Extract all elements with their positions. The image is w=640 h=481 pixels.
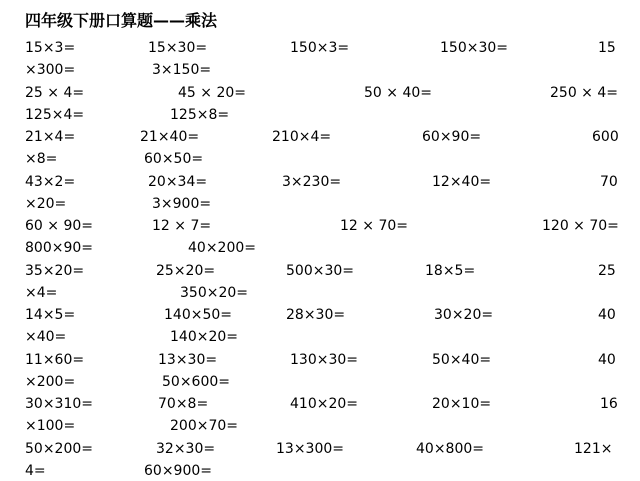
math-problem: 210×4= [272, 129, 332, 145]
math-problem: 200×70= [170, 418, 238, 434]
math-problem: 14×5= [25, 307, 76, 323]
math-problem: 121× [574, 441, 613, 457]
math-problem: 12×40= [432, 174, 492, 190]
math-problem: 3×150= [152, 62, 212, 78]
math-problem: 30×20= [434, 307, 494, 323]
math-problem: 12 × 70= [340, 218, 408, 234]
math-problem: 21×40= [140, 129, 200, 145]
math-problem: 25 [598, 263, 616, 279]
math-problem: 60 × 90= [25, 218, 93, 234]
math-problem: 20×10= [432, 396, 492, 412]
math-problem: 3×230= [282, 174, 342, 190]
math-problem: 140×50= [164, 307, 232, 323]
math-problem: 16 [600, 396, 618, 412]
math-problem: ×8= [25, 151, 58, 167]
math-problem: ×40= [25, 329, 67, 345]
math-problem: 21×4= [25, 129, 76, 145]
math-problem: 500×30= [286, 263, 354, 279]
math-problem: 600 [592, 129, 619, 145]
math-problem: 140×20= [170, 329, 238, 345]
math-problem: 40×800= [416, 441, 484, 457]
math-problem: ×4= [25, 285, 58, 301]
math-problem: 15 [598, 40, 616, 56]
math-problem: 800×90= [25, 240, 93, 256]
math-problem: ×200= [25, 374, 76, 390]
math-problem: 250 × 4= [550, 85, 618, 101]
math-problem: 150×3= [290, 40, 350, 56]
math-problem: 4= [25, 463, 46, 479]
math-problem: 60×900= [144, 463, 212, 479]
math-problem: 50×200= [25, 441, 93, 457]
math-problem: 125×8= [170, 107, 230, 123]
math-problem: 28×30= [286, 307, 346, 323]
math-problem: 43×2= [25, 174, 76, 190]
math-problem: 11×60= [25, 352, 85, 368]
math-problem: 18×5= [425, 263, 476, 279]
math-problem: 50 × 40= [364, 85, 432, 101]
math-problem: 25 × 4= [25, 85, 85, 101]
math-problem: ×300= [25, 62, 76, 78]
math-problem: 35×20= [25, 263, 85, 279]
math-problem: 15×3= [25, 40, 76, 56]
math-problem: 25×20= [156, 263, 216, 279]
math-problem: ×20= [25, 196, 67, 212]
math-problem: 32×30= [156, 441, 216, 457]
math-problem: 150×30= [440, 40, 508, 56]
math-problem: 15×30= [148, 40, 208, 56]
math-problem: 20×34= [148, 174, 208, 190]
math-problem: 50×40= [432, 352, 492, 368]
math-problem: 60×50= [144, 151, 204, 167]
math-problem: 3×900= [152, 196, 212, 212]
math-problem: 12 × 7= [152, 218, 212, 234]
math-problem: ×100= [25, 418, 76, 434]
math-problem: 40 [598, 307, 616, 323]
math-problem: 60×90= [422, 129, 482, 145]
math-problem: 13×30= [158, 352, 218, 368]
math-problem: 70 [600, 174, 618, 190]
math-problem: 45 × 20= [178, 85, 246, 101]
page-title: 四年级下册口算题——乘法 [25, 11, 218, 30]
math-problem: 125×4= [25, 107, 85, 123]
math-problem: 410×20= [290, 396, 358, 412]
math-problem: 50×600= [162, 374, 230, 390]
math-problem: 30×310= [25, 396, 93, 412]
math-problem: 130×30= [290, 352, 358, 368]
math-problem: 350×20= [180, 285, 248, 301]
math-problem: 120 × 70= [542, 218, 619, 234]
math-problem: 40 [598, 352, 616, 368]
math-problem: 40×200= [188, 240, 256, 256]
math-problem: 13×300= [276, 441, 344, 457]
math-problem: 70×8= [158, 396, 209, 412]
